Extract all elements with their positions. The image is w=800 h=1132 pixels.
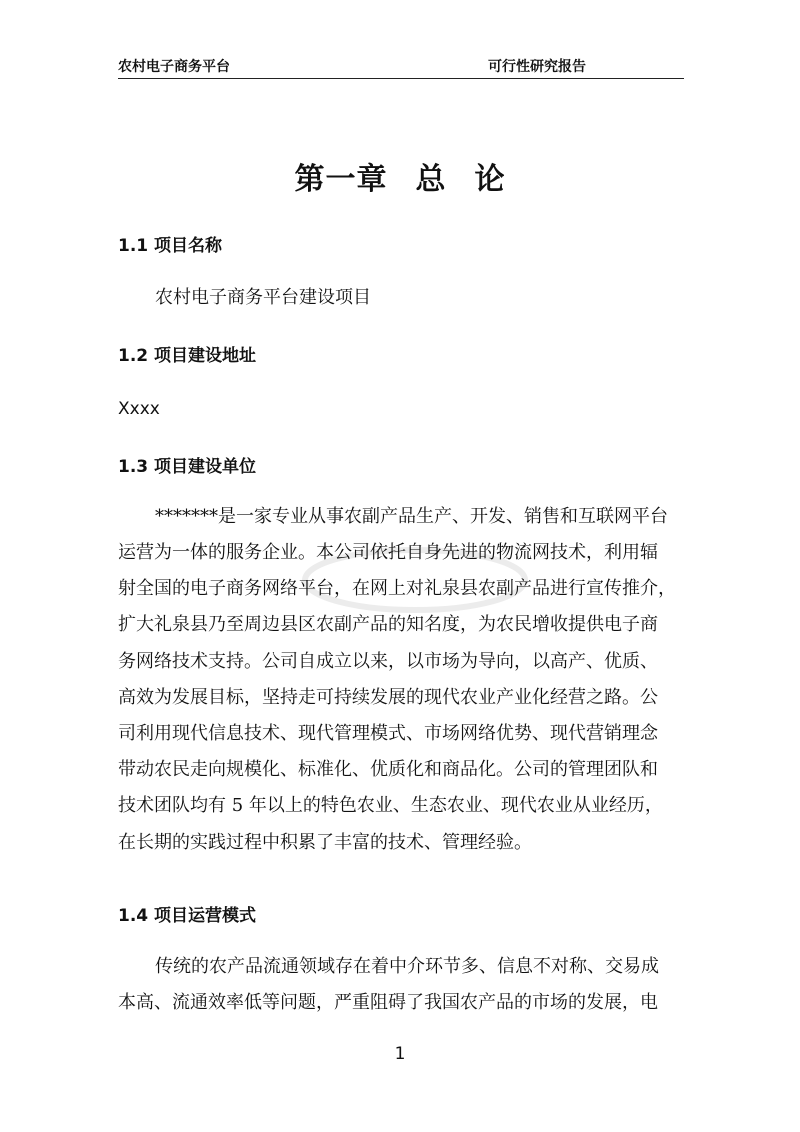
paragraph-line: 传统的农产品流通领域存在着中介环节多、信息不对称、交易成: [155, 956, 659, 977]
paragraph-line: 射全国的电子商务网络平台，在网上对礼泉县农副产品进行宣传推介，: [118, 578, 676, 599]
chapter-title-char-2: 论: [474, 162, 506, 197]
section-heading-1-1: 1.1 项目名称: [118, 236, 223, 256]
paragraph-line: 高效为发展目标，坚持走可持续发展的现代农业产业化经营之路。公: [118, 687, 658, 708]
header-document-name: 农村电子商务平台: [118, 59, 230, 75]
chapter-title: [0, 154, 800, 198]
chapter-number: 第一章: [294, 162, 388, 197]
paragraph-line: 扩大礼泉县乃至周边县区农副产品的知名度，为农民增收提供电子商: [118, 614, 658, 635]
paragraph-line: 带动农民走向规模化、标准化、优质化和商品化。公司的管理团队和: [118, 759, 658, 780]
section-heading-1-4: 1.4 项目运营模式: [118, 906, 257, 926]
paragraph-line: *******是一家专业从事农副产品生产、开发、销售和互联网平台: [155, 506, 668, 527]
paragraph-line: 本高、流通效率低等问题，严重阻碍了我国农产品的市场的发展，电: [118, 992, 658, 1013]
paragraph-line: 运营为一体的服务企业。本公司依托自身先进的物流网技术，利用辐: [118, 542, 658, 563]
header-report-type: 可行性研究报告: [488, 59, 586, 75]
chapter-title-char-1: 总: [415, 162, 447, 197]
section-heading-1-3: 1.3 项目建设单位: [118, 457, 257, 477]
project-address-text: Xxxx: [118, 399, 160, 419]
page-header: [118, 54, 684, 79]
section-heading-1-2: 1.2 项目建设地址: [118, 346, 257, 366]
paragraph-line: 在长期的实践过程中积累了丰富的技术、管理经验。: [118, 832, 532, 853]
page-number: 1: [394, 1044, 406, 1064]
paragraph-line: 技术团队均有 5 年以上的特色农业、生态农业、现代农业从业经历，: [118, 795, 663, 816]
paragraph-line: 司利用现代信息技术、现代管理模式、市场网络优势、现代营销理念: [118, 723, 658, 744]
paragraph-line: 务网络技术支持。公司自成立以来，以市场为导向，以高产、优质、: [118, 651, 658, 672]
project-name-text: 农村电子商务平台建设项目: [155, 287, 371, 308]
